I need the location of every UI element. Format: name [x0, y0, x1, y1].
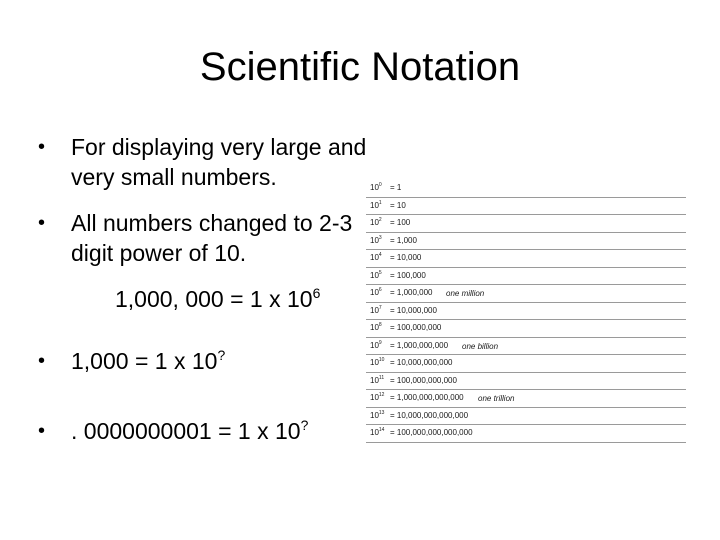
slide-title: Scientific Notation — [199, 45, 521, 89]
number-name: one trillion — [478, 394, 515, 403]
power-cell — [370, 198, 382, 215]
bullet-dot: • — [38, 212, 46, 234]
power-exponent: 10 — [378, 357, 385, 363]
table-row — [366, 268, 686, 286]
table-row — [366, 250, 686, 268]
bullet-dot: • — [38, 420, 46, 442]
value-cell: = 100,000 — [390, 270, 426, 280]
power-exponent: 2 — [378, 217, 382, 223]
power-base: 10 — [370, 288, 379, 297]
power-base: 10 — [370, 340, 379, 350]
table-row — [366, 320, 686, 338]
power-cell — [370, 425, 384, 442]
value-cell: = 1 — [390, 183, 402, 192]
table-row — [366, 233, 686, 251]
table-row — [366, 303, 686, 321]
table-row — [366, 355, 686, 373]
power-exponent: 3 — [378, 234, 382, 241]
power-base: 10 — [370, 358, 379, 367]
power-cell — [370, 373, 384, 390]
power-exponent: 6 — [378, 287, 382, 293]
value-cell: = 1,000,000 — [390, 288, 433, 297]
bullet-text — [71, 416, 371, 449]
power-base: 10 — [370, 393, 379, 402]
power-base: 10 — [370, 305, 379, 315]
table-row — [366, 408, 686, 426]
table-row — [366, 373, 686, 391]
bullet-text: For displaying very large and very small numbers. — [71, 134, 367, 190]
value-cell: = 100,000,000,000 — [390, 375, 457, 385]
power-base: 10 — [370, 323, 379, 332]
value-cell: = 10,000,000 — [390, 305, 437, 315]
bullet-base: . 0000000001 = 1 x 10 — [71, 418, 301, 444]
value-cell: = 1,000,000,000 — [390, 340, 449, 350]
number-name: one million — [446, 289, 485, 298]
table-row — [366, 285, 686, 303]
power-cell — [370, 233, 382, 250]
power-base: 10 — [370, 270, 379, 280]
power-base: 10 — [370, 183, 379, 192]
power-base: 10 — [370, 428, 379, 437]
value-cell: = 1,000 — [390, 235, 417, 245]
powers-of-ten-table — [366, 180, 686, 443]
power-base: 10 — [370, 253, 379, 262]
value-cell: = 100,000,000,000,000 — [390, 428, 473, 437]
bullet-base: 1,000 = 1 x 10 — [71, 348, 218, 374]
bullet-dot: • — [38, 136, 46, 158]
table-row — [366, 215, 686, 233]
power-cell — [370, 355, 384, 372]
power-cell — [370, 268, 382, 285]
power-exponent: 1 — [378, 199, 382, 206]
power-cell — [370, 215, 382, 232]
value-cell: = 10,000,000,000 — [390, 358, 453, 367]
value-cell: = 100 — [390, 218, 411, 227]
power-base: 10 — [370, 410, 379, 420]
power-exponent: 9 — [378, 339, 382, 346]
power-cell — [370, 250, 382, 267]
power-cell — [370, 390, 384, 407]
value-cell: = 10,000 — [390, 253, 422, 262]
table-row — [366, 425, 686, 443]
power-base: 10 — [370, 200, 379, 210]
table-row — [366, 180, 686, 198]
bullet-exponent: ? — [300, 417, 309, 433]
bullet-exponent: ? — [217, 347, 226, 363]
table-row — [366, 338, 686, 356]
number-name: one billion — [462, 341, 499, 351]
bullet-text: All numbers changed to 2-3 digit power of 10. — [71, 210, 353, 266]
example-exponent: 6 — [312, 285, 321, 301]
power-base: 10 — [370, 218, 379, 227]
power-cell — [370, 338, 382, 355]
power-exponent: 7 — [378, 304, 382, 311]
power-base: 10 — [370, 235, 379, 245]
table-row — [366, 390, 686, 408]
power-cell — [370, 303, 382, 320]
bullet-text — [71, 346, 371, 379]
power-exponent: 12 — [378, 392, 385, 398]
power-exponent: 0 — [378, 182, 382, 188]
value-cell: = 10,000,000,000,000 — [390, 410, 469, 420]
power-cell — [370, 408, 384, 425]
power-cell — [370, 320, 382, 337]
example-base: 1,000, 000 = 1 x 10 — [115, 286, 313, 312]
power-cell — [370, 285, 382, 302]
power-cell — [370, 180, 382, 197]
value-cell: = 10 — [390, 200, 406, 210]
power-exponent: 14 — [378, 427, 385, 433]
power-base: 10 — [370, 375, 379, 385]
power-exponent: 13 — [378, 409, 385, 416]
value-cell: = 1,000,000,000,000 — [390, 393, 464, 402]
table-row — [366, 198, 686, 216]
power-exponent: 5 — [378, 269, 382, 276]
power-exponent: 8 — [378, 322, 382, 328]
power-exponent: 11 — [378, 374, 385, 381]
power-exponent: 4 — [378, 252, 382, 258]
value-cell: = 100,000,000 — [390, 323, 442, 332]
bullet-dot: • — [38, 350, 46, 372]
